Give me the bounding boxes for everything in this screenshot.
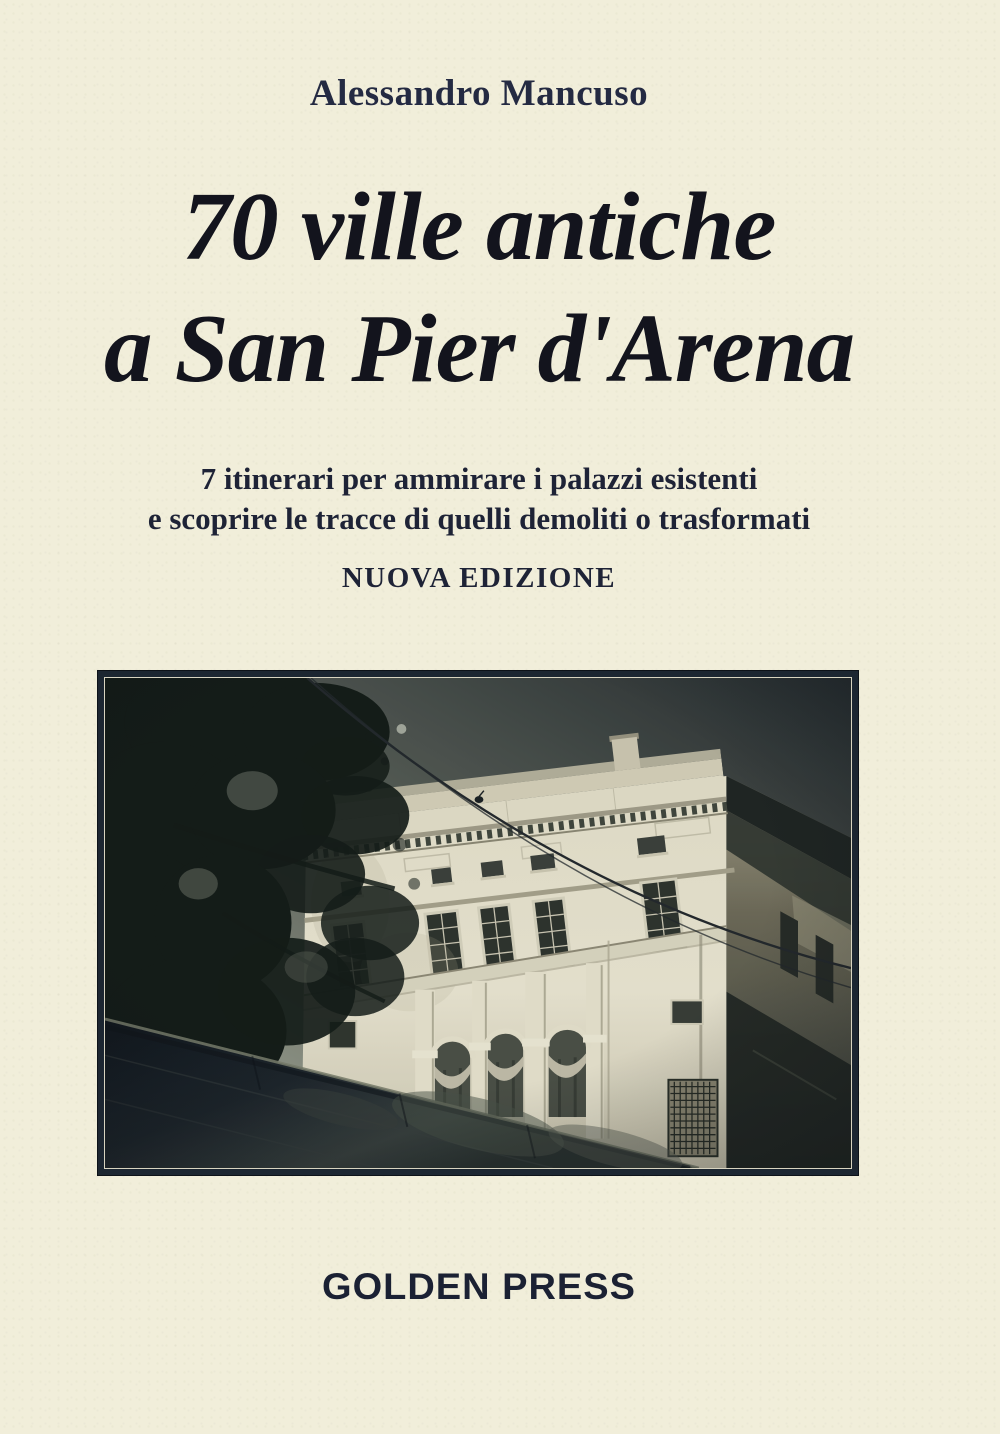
villa-photo-illustration: [105, 678, 851, 1168]
subtitle-line-2: e scoprire le tracce di quelli demoliti o trasformati: [147, 501, 811, 537]
author-name: Alessandro Mancuso: [309, 73, 649, 114]
subtitle: [0, 459, 979, 540]
cover-photo-frame: [97, 670, 859, 1176]
title-line-2: a San Pier d'Arena: [103, 295, 855, 403]
title-line-1: 70 ville antiche: [182, 173, 776, 280]
publisher-logo: GOLDEN PRESS: [322, 1266, 636, 1308]
edition-label: NUOVA EDIZIONE: [341, 562, 617, 594]
book-title: [0, 166, 979, 410]
cover-photo: [104, 677, 852, 1169]
subtitle-line-1: 7 itinerari per ammirare i palazzi esistenti: [200, 461, 758, 496]
